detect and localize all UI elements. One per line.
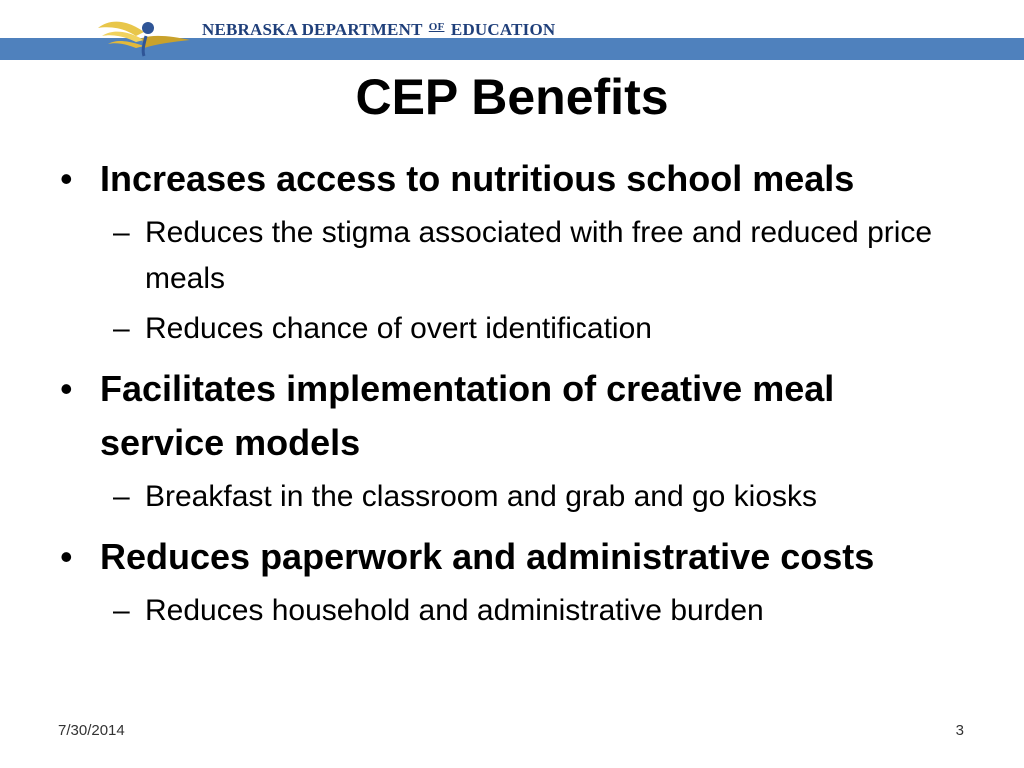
sub-bullet-item — [60, 588, 960, 634]
bullet-dot-icon: • — [60, 536, 73, 577]
sub-bullet-item — [60, 210, 960, 302]
bullet-text: Increases access to nutritious school meals — [100, 158, 855, 199]
organization-name-part2: EDUCATION — [450, 20, 556, 39]
slide-content — [60, 152, 960, 634]
footer-date: 7/30/2014 — [58, 722, 125, 739]
bullet-item — [60, 152, 960, 206]
organization-name — [202, 20, 555, 40]
dash-icon: – — [113, 216, 130, 249]
organization-name-of: OF — [428, 21, 445, 33]
bullet-item — [60, 530, 960, 584]
sub-bullet-text: Reduces chance of overt identification — [145, 312, 652, 345]
sub-bullet-item — [60, 306, 960, 352]
bullet-dot-icon: • — [60, 158, 73, 199]
sub-bullet-item — [60, 474, 960, 520]
sub-bullet-text: Reduces the stigma associated with free and reduced price meals — [145, 216, 933, 295]
bullet-dot-icon: • — [60, 368, 73, 409]
sub-bullet-text: Reduces household and administrative burden — [145, 594, 764, 627]
bullet-text: Facilitates implementation of creative meal service models — [100, 368, 835, 463]
dash-icon: – — [113, 480, 130, 513]
nebraska-doe-logo-icon — [92, 14, 192, 58]
organization-name-part1: NEBRASKA DEPARTMENT — [202, 20, 423, 39]
sub-bullet-text: Breakfast in the classroom and grab and go kiosks — [145, 480, 818, 513]
dash-icon: – — [113, 594, 130, 627]
bullet-item — [60, 362, 960, 470]
bullet-text: Reduces paperwork and administrative costs — [100, 536, 875, 577]
slide-title: CEP Benefits — [355, 69, 669, 125]
slide-number: 3 — [955, 722, 964, 739]
dash-icon: – — [113, 312, 130, 345]
